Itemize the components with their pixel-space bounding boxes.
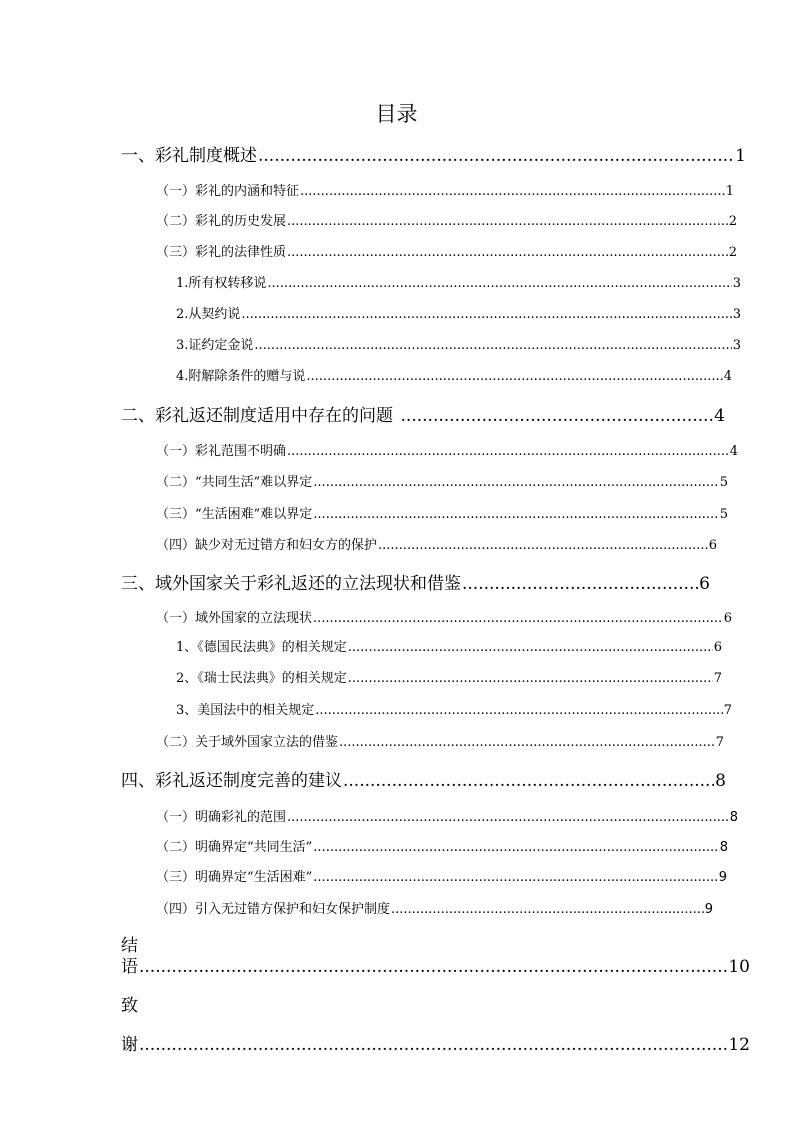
toc-entry-page: 2 — [728, 245, 737, 260]
toc-entry-section-3-2[interactable] — [156, 733, 724, 753]
toc-leader-dots — [339, 733, 715, 753]
toc-leader-dots — [241, 305, 731, 325]
toc-entry-section-2-3[interactable] — [156, 505, 728, 525]
toc-entry-page: 6 — [713, 640, 722, 655]
toc-leader-dots — [378, 536, 708, 556]
toc-entry-page: 10 — [728, 957, 750, 977]
toc-leader-dots — [313, 473, 718, 493]
toc-entry-text: 2、《瑞士民法典》的相关规定 — [176, 671, 347, 686]
toc-entry-text: 语 — [121, 957, 138, 977]
toc-entry-text: 3.证约定金说 — [176, 338, 254, 353]
toc-entry-text: （三）彩礼的法律性质 — [156, 245, 287, 260]
toc-entry-section-2-2[interactable] — [156, 473, 728, 493]
toc-leader-dots — [313, 609, 723, 629]
toc-entry-text: 1.所有权转移说 — [176, 276, 267, 291]
toc-entry-subsection-1-3-4[interactable] — [176, 367, 732, 387]
toc-entry-page: 8 — [719, 840, 728, 855]
toc-leader-dots — [267, 274, 731, 294]
toc-entry-page: 2 — [728, 214, 737, 229]
toc-entry-text: （一）域外国家的立法现状 — [156, 611, 313, 626]
toc-leader-dots — [343, 768, 714, 794]
toc-entry-section-4-4[interactable] — [156, 900, 713, 920]
toc-title: 目录 — [375, 102, 418, 126]
toc-leader-dots — [287, 243, 728, 263]
toc-entry-subsection-1-3-3[interactable] — [176, 336, 741, 356]
toc-entry-thanks[interactable] — [121, 1032, 750, 1058]
toc-entry-page: 9 — [704, 902, 713, 917]
toc-entry-page: 4 — [714, 406, 725, 426]
toc-entry-page: 1 — [725, 184, 734, 199]
toc-entry-text: （四）引入无过错方保护和妇女保护制度 — [156, 902, 391, 917]
toc-leader-dots — [401, 403, 714, 429]
toc-entry-text: 1、《德国民法典》的相关规定 — [176, 640, 347, 655]
toc-entry-page: 7 — [715, 735, 724, 750]
toc-entry-text: （一）明确彩礼的范围 — [156, 810, 287, 825]
toc-entry-text: （一）彩礼的内涵和特征 — [156, 184, 300, 199]
toc-entry-thanks-first-char: 致 — [121, 996, 138, 1016]
toc-entry-page: 3 — [732, 307, 741, 322]
toc-entry-page: 4 — [723, 369, 732, 384]
toc-leader-dots — [348, 638, 713, 658]
toc-entry-text: （二）“共同生活”难以界定 — [156, 475, 313, 490]
toc-entry-text: （二）明确界定“共同生活” — [156, 840, 313, 855]
toc-leader-dots — [462, 571, 698, 597]
toc-entry-page: 1 — [735, 146, 746, 166]
toc-entry-text: 四、彩礼返还制度完善的建议 — [121, 771, 342, 791]
toc-entry-text: 3、美国法中的相关规定 — [176, 703, 315, 718]
toc-entry-text: 二、彩礼返还制度适用中存在的问题 — [121, 406, 393, 426]
toc-entry-subsection-1-3-2[interactable] — [176, 305, 741, 325]
toc-entry-chapter-2[interactable] — [121, 403, 725, 429]
toc-leader-dots — [313, 505, 718, 525]
toc-entry-text: 2.从契约说 — [176, 307, 241, 322]
toc-entry-subsection-3-1-2[interactable] — [176, 669, 722, 689]
toc-entry-page: 3 — [732, 338, 741, 353]
toc-entry-page: 6 — [723, 611, 732, 626]
toc-entry-page: 8 — [715, 771, 726, 791]
toc-leader-dots — [315, 701, 722, 721]
toc-entry-text: 一、彩礼制度概述 — [121, 146, 257, 166]
toc-entry-subsection-1-3-1[interactable] — [176, 274, 741, 294]
toc-leader-dots — [139, 954, 727, 980]
toc-entry-page: 4 — [729, 444, 738, 459]
toc-entry-section-2-1[interactable] — [156, 442, 738, 462]
toc-leader-dots — [287, 212, 728, 232]
toc-entry-page: 5 — [719, 475, 728, 490]
toc-leader-dots — [300, 182, 725, 202]
toc-entry-section-4-1[interactable] — [156, 808, 738, 828]
toc-entry-page: 6 — [699, 574, 710, 594]
toc-entry-page: 5 — [719, 507, 728, 522]
toc-entry-conclusion[interactable] — [121, 954, 750, 980]
toc-entry-text: （二）关于域外国家立法的借鉴 — [156, 735, 339, 750]
toc-entry-text: （二）彩礼的历史发展 — [156, 214, 287, 229]
toc-leader-dots — [348, 669, 713, 689]
toc-leader-dots — [313, 838, 718, 858]
toc-entry-page: 9 — [718, 870, 727, 885]
toc-entry-subsection-3-1-1[interactable] — [176, 638, 722, 658]
toc-leader-dots — [306, 367, 722, 387]
toc-entry-text: （一）彩礼范围不明确 — [156, 444, 287, 459]
toc-entry-section-1-1[interactable] — [156, 182, 734, 202]
toc-entry-text: 三、域外国家关于彩礼返还的立法现状和借鉴 — [121, 574, 461, 594]
toc-entry-section-1-3[interactable] — [156, 243, 737, 263]
toc-leader-dots — [258, 143, 734, 169]
toc-entry-text: （三）“生活困难”难以界定 — [156, 507, 313, 522]
toc-entry-section-4-2[interactable] — [156, 838, 728, 858]
toc-entry-chapter-1[interactable] — [121, 143, 746, 169]
toc-entry-text: （四）缺少对无过错方和妇女方的保护 — [156, 538, 378, 553]
toc-entry-section-4-3[interactable] — [156, 868, 727, 888]
toc-entry-text: 4.附解除条件的赠与说 — [176, 369, 306, 384]
toc-entry-text: 谢 — [121, 1035, 138, 1055]
toc-entry-page: 6 — [708, 538, 717, 553]
toc-entry-page: 12 — [728, 1035, 750, 1055]
toc-entry-subsection-3-1-3[interactable] — [176, 701, 732, 721]
toc-entry-section-2-4[interactable] — [156, 536, 717, 556]
toc-entry-page: 8 — [729, 810, 738, 825]
toc-entry-section-1-2[interactable] — [156, 212, 737, 232]
toc-entry-text: （三）明确界定“生活困难” — [156, 870, 313, 885]
toc-entry-page: 7 — [723, 703, 732, 718]
toc-entry-page: 7 — [713, 671, 722, 686]
toc-leader-dots — [139, 1032, 727, 1058]
toc-entry-chapter-3[interactable] — [121, 571, 710, 597]
toc-leader-dots — [391, 900, 704, 920]
toc-entry-conclusion-first-char: 结 — [121, 936, 138, 956]
toc-entry-page: 3 — [732, 276, 741, 291]
toc-entry-chapter-4[interactable] — [121, 768, 726, 794]
toc-leader-dots — [313, 868, 717, 888]
toc-leader-dots — [287, 442, 729, 462]
toc-entry-section-3-1[interactable] — [156, 609, 732, 629]
toc-leader-dots — [287, 808, 729, 828]
toc-leader-dots — [254, 336, 731, 356]
